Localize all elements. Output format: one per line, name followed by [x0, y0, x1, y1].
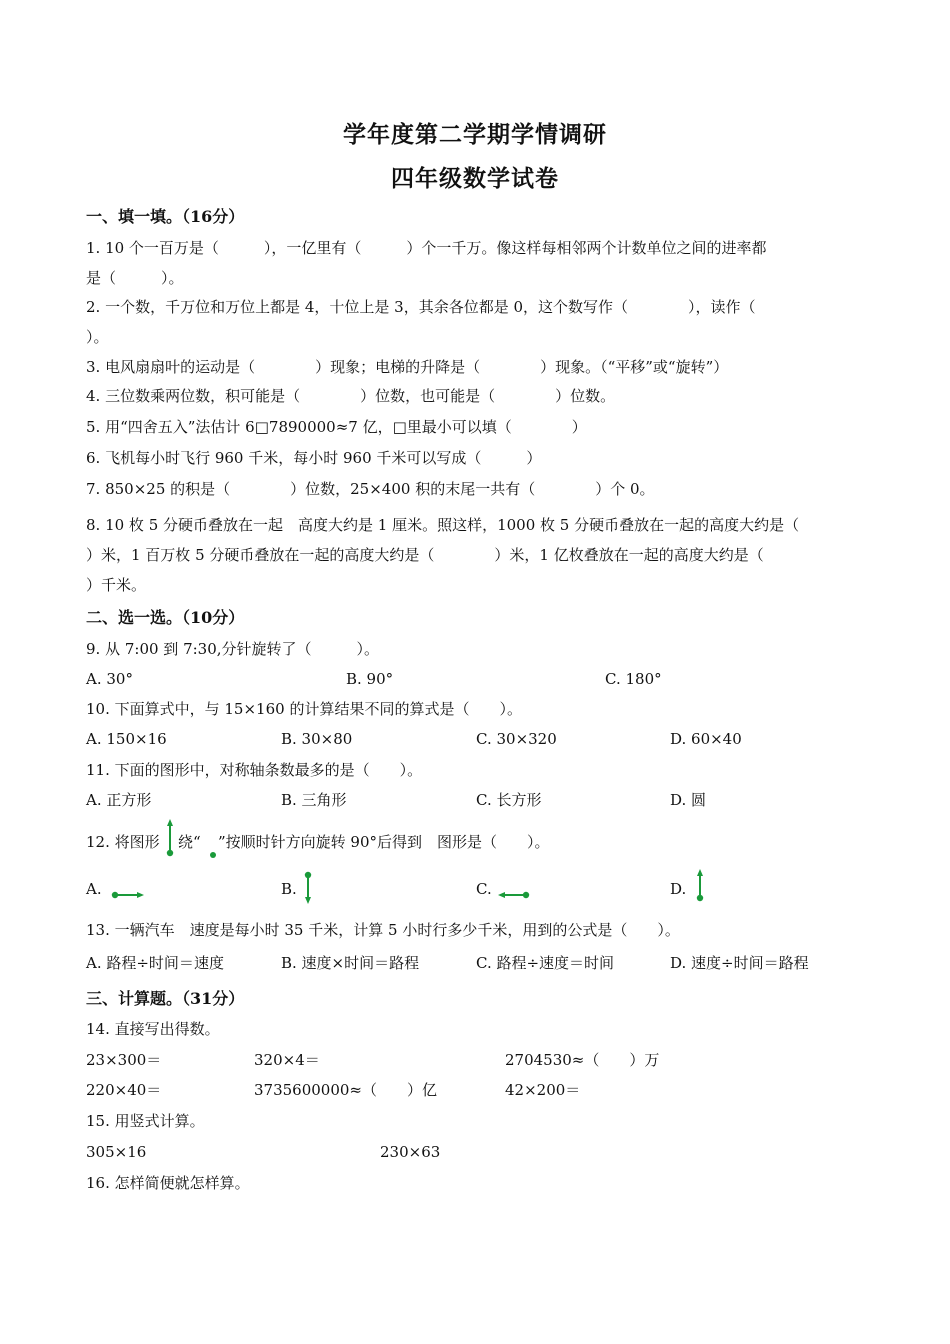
page-title: 学年度第二学期学情调研	[343, 121, 607, 148]
arrow-left-figure-icon	[496, 888, 532, 902]
question-stem: 13. 一辆汽车 速度是每小时 35 千米，计算 5 小时行多少千米，用到的公式是（ ）。	[86, 921, 680, 939]
rotation-center-dot-icon	[208, 850, 218, 860]
question-stem-part: 12. 将图形	[86, 833, 160, 851]
question-stem: 10. 下面算式中，与 15×160 的计算结果不同的算式是（ ）。	[86, 700, 522, 718]
question-line: ）米，1 百万枚 5 分硬币叠放在一起的高度大约是（ ）米，1 亿枚叠放在一起的高度大约是（	[86, 546, 764, 564]
question-stem: 11. 下面的图形中，对称轴条数最多的是（ ）。	[86, 761, 423, 779]
rotation-figure-icon	[162, 818, 178, 860]
question-stem: 9. 从 7:00 到 7:30,分针旋转了（ ）。	[86, 640, 380, 658]
arrow-right-figure-icon	[110, 888, 146, 902]
option-c: C.	[476, 880, 492, 898]
question-stem-part: 绕“	[178, 833, 201, 851]
question-stem: 14. 直接写出得数。	[86, 1020, 220, 1038]
question-stem-part: ”按顺时针方向旋转 90°后得到 图形是（ ）。	[218, 833, 550, 851]
arrow-down-figure-icon	[300, 870, 316, 906]
calc-item: 305×16	[86, 1143, 147, 1161]
option-b: B. 速度×时间＝路程	[281, 954, 420, 972]
question-line: 8. 10 枚 5 分硬币叠放在一起 高度大约是 1 厘米。照这样，1000 枚 5 分硬币叠放在一起的高度大约是（	[86, 516, 800, 534]
question-line: 是（ ）。	[86, 269, 184, 287]
question-line: 2. 一个数，千万位和万位上都是 4，十位上是 3，其余各位都是 0，这个数写作（ ），读作（	[86, 298, 756, 316]
option-c: C. 长方形	[476, 791, 542, 809]
option-b: B. 90°	[346, 670, 394, 688]
question-line: 3. 电风扇扇叶的运动是（ ）现象；电梯的升降是（ ）现象。（“平移”或“旋转”）	[86, 358, 729, 376]
question-line: 4. 三位数乘两位数，积可能是（ ）位数，也可能是（ ）位数。	[86, 387, 616, 405]
question-line: ）千米。	[86, 576, 147, 594]
option-d: D. 速度÷时间＝路程	[670, 954, 809, 972]
option-a: A. 30°	[86, 670, 133, 688]
option-d: D. 60×40	[670, 730, 742, 748]
option-a: A. 正方形	[86, 791, 152, 809]
question-stem: 15. 用竖式计算。	[86, 1112, 205, 1130]
option-c: C. 路程÷速度＝时间	[476, 954, 615, 972]
calc-item: 3735600000≈（ ）亿	[254, 1081, 438, 1099]
section-title-choice: 二、选一选。（10分）	[86, 608, 245, 627]
option-c: C. 180°	[605, 670, 662, 688]
question-line: 6. 飞机每小时飞行 960 千米，每小时 960 千米可以写成（ ）	[86, 449, 542, 467]
option-a: A. 路程÷时间＝速度	[86, 954, 224, 972]
option-a: A. 150×16	[86, 730, 167, 748]
section-title-calc: 三、计算题。（31分）	[86, 989, 245, 1008]
calc-item: 320×4＝	[254, 1051, 320, 1069]
question-line: ）。	[86, 328, 109, 346]
question-line: 7. 850×25 的积是（ ）位数，25×400 积的末尾一共有（ ）个 0。	[86, 480, 655, 498]
option-d: D. 圆	[670, 791, 707, 809]
section-title-fill: 一、填一填。（16分）	[86, 207, 245, 226]
option-b: B. 30×80	[281, 730, 353, 748]
calc-item: 220×40＝	[86, 1081, 162, 1099]
question-line: 1. 10 个一百万是（ ），一亿里有（ ）个一千万。像这样每相邻两个计数单位之间的进率都	[86, 239, 767, 257]
page-subtitle: 四年级数学试卷	[391, 165, 559, 192]
arrow-up-figure-icon	[692, 868, 708, 904]
option-c: C. 30×320	[476, 730, 557, 748]
calc-item: 2704530≈（ ）万	[505, 1051, 660, 1069]
option-a: A.	[86, 880, 102, 898]
option-d: D.	[670, 880, 687, 898]
question-stem: 16. 怎样简便就怎样算。	[86, 1174, 250, 1192]
question-line: 5. 用“四舍五入”法估计 6□7890000≈7 亿，□里最小可以填（ ）	[86, 418, 587, 436]
calc-item: 42×200＝	[505, 1081, 581, 1099]
calc-item: 230×63	[380, 1143, 441, 1161]
option-b: B.	[281, 880, 297, 898]
option-b: B. 三角形	[281, 791, 347, 809]
calc-item: 23×300＝	[86, 1051, 162, 1069]
